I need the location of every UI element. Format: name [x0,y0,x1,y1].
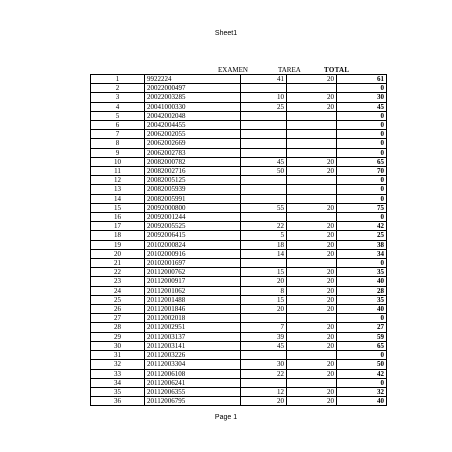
student-id-cell: 20082005125 [145,176,241,185]
examen-cell: 18 [241,240,287,249]
total-cell: 59 [337,332,387,341]
total-cell: 0 [337,185,387,194]
table-row [91,75,387,84]
row-number-cell: 3 [91,93,145,102]
total-cell: 34 [337,249,387,258]
tarea-cell [287,259,337,268]
table-row [91,102,387,111]
row-number-cell: 11 [91,167,145,176]
total-cell: 30 [337,93,387,102]
student-id-cell: 20092006415 [145,231,241,240]
examen-cell [241,139,287,148]
student-id-cell: 20092001244 [145,213,241,222]
examen-cell [241,176,287,185]
tarea-cell [287,314,337,323]
examen-cell: 41 [241,75,287,84]
tarea-cell: 20 [287,305,337,314]
header-total: TOTAL [324,66,350,74]
table-row [91,231,387,240]
examen-cell: 30 [241,360,287,369]
examen-cell: 20 [241,397,287,406]
total-cell: 0 [337,84,387,93]
tarea-cell: 20 [287,369,337,378]
table-row [91,121,387,130]
student-id-cell: 20041000330 [145,102,241,111]
examen-cell: 7 [241,323,287,332]
examen-cell [241,378,287,387]
examen-cell: 45 [241,157,287,166]
table-row [91,203,387,212]
header-tarea: TAREA [278,66,301,74]
table-row [91,387,387,396]
student-id-cell: 20112001488 [145,295,241,304]
examen-cell: 22 [241,222,287,231]
examen-cell [241,185,287,194]
examen-cell: 20 [241,277,287,286]
student-id-cell: 20112000917 [145,277,241,286]
row-number-cell: 26 [91,305,145,314]
examen-cell: 10 [241,93,287,102]
table-row [91,369,387,378]
total-cell: 0 [337,213,387,222]
student-id-cell: 20082005939 [145,185,241,194]
total-cell: 0 [337,259,387,268]
total-cell: 65 [337,341,387,350]
total-cell: 27 [337,323,387,332]
tarea-cell [287,84,337,93]
student-id-cell: 20112002951 [145,323,241,332]
examen-cell [241,194,287,203]
table-row [91,268,387,277]
total-cell: 42 [337,222,387,231]
student-id-cell: 20022003285 [145,93,241,102]
tarea-cell: 20 [287,102,337,111]
tarea-cell: 20 [287,157,337,166]
examen-cell [241,148,287,157]
tarea-cell [287,378,337,387]
student-id-cell: 20112001062 [145,286,241,295]
examen-cell: 5 [241,231,287,240]
row-number-cell: 8 [91,139,145,148]
total-cell: 0 [337,121,387,130]
total-cell: 40 [337,305,387,314]
table-row [91,139,387,148]
row-number-cell: 14 [91,194,145,203]
student-id-cell: 20112006355 [145,387,241,396]
examen-cell: 45 [241,341,287,350]
table-row [91,249,387,258]
student-id-cell: 20112003304 [145,360,241,369]
total-cell: 0 [337,194,387,203]
student-id-cell: 20112006241 [145,378,241,387]
row-number-cell: 18 [91,231,145,240]
table-row [91,185,387,194]
examen-cell: 15 [241,268,287,277]
examen-cell [241,121,287,130]
tarea-cell [287,139,337,148]
row-number-cell: 2 [91,84,145,93]
table-row [91,314,387,323]
total-cell: 75 [337,203,387,212]
table-row [91,176,387,185]
student-id-cell: 20112003226 [145,351,241,360]
student-id-cell: 20022000497 [145,84,241,93]
examen-cell: 55 [241,203,287,212]
row-number-cell: 35 [91,387,145,396]
student-id-cell: 20042004455 [145,121,241,130]
row-number-cell: 24 [91,286,145,295]
table-row [91,277,387,286]
total-cell: 0 [337,139,387,148]
table-row [91,397,387,406]
row-number-cell: 6 [91,121,145,130]
student-id-cell: 20062002669 [145,139,241,148]
total-cell: 40 [337,397,387,406]
row-number-cell: 34 [91,378,145,387]
row-number-cell: 9 [91,148,145,157]
row-number-cell: 20 [91,249,145,258]
table-row [91,259,387,268]
table-row [91,323,387,332]
page-footer: Page 1 [214,414,238,421]
row-number-cell: 31 [91,351,145,360]
tarea-cell: 20 [287,93,337,102]
tarea-cell [287,148,337,157]
examen-cell [241,259,287,268]
examen-cell: 22 [241,369,287,378]
tarea-cell [287,130,337,139]
student-id-cell: 20082002716 [145,167,241,176]
table-row [91,148,387,157]
student-id-cell: 20112000762 [145,268,241,277]
total-cell: 0 [337,378,387,387]
row-number-cell: 10 [91,157,145,166]
table-row [91,351,387,360]
tarea-cell: 20 [287,167,337,176]
total-cell: 50 [337,360,387,369]
student-id-cell: 20042002048 [145,111,241,120]
student-id-cell: 20082000782 [145,157,241,166]
tarea-cell: 20 [287,397,337,406]
total-cell: 0 [337,111,387,120]
table-row [91,130,387,139]
table-row [91,286,387,295]
row-number-cell: 27 [91,314,145,323]
student-id-cell: 20112002018 [145,314,241,323]
tarea-cell: 20 [287,231,337,240]
total-cell: 0 [337,314,387,323]
total-cell: 0 [337,351,387,360]
row-number-cell: 36 [91,397,145,406]
row-number-cell: 25 [91,295,145,304]
table-row [91,157,387,166]
tarea-cell: 20 [287,268,337,277]
tarea-cell: 20 [287,249,337,258]
examen-cell: 8 [241,286,287,295]
examen-cell [241,213,287,222]
tarea-cell: 20 [287,332,337,341]
row-number-cell: 29 [91,332,145,341]
total-cell: 28 [337,286,387,295]
row-number-cell: 33 [91,369,145,378]
table-row [91,84,387,93]
header-examen: EXAMEN [218,66,248,74]
tarea-cell [287,213,337,222]
total-cell: 25 [337,231,387,240]
table-row [91,213,387,222]
examen-cell: 14 [241,249,287,258]
row-number-cell: 1 [91,75,145,84]
row-number-cell: 5 [91,111,145,120]
student-id-cell: 20062002055 [145,130,241,139]
tarea-cell: 20 [287,203,337,212]
student-id-cell: 20112006795 [145,397,241,406]
student-id-cell: 9922224 [145,75,241,84]
examen-cell: 39 [241,332,287,341]
table-row [91,332,387,341]
row-number-cell: 16 [91,213,145,222]
examen-cell [241,351,287,360]
student-id-cell: 20112001846 [145,305,241,314]
table-row [91,167,387,176]
examen-cell: 25 [241,102,287,111]
table-row [91,240,387,249]
table-row [91,194,387,203]
total-cell: 61 [337,75,387,84]
examen-cell [241,314,287,323]
row-number-cell: 28 [91,323,145,332]
sheet-title: Sheet1 [214,30,238,37]
row-number-cell: 30 [91,341,145,350]
tarea-cell: 20 [287,75,337,84]
student-id-cell: 20112006108 [145,369,241,378]
student-id-cell: 20062002783 [145,148,241,157]
row-number-cell: 17 [91,222,145,231]
table-row [91,222,387,231]
total-cell: 45 [337,102,387,111]
total-cell: 32 [337,387,387,396]
tarea-cell [287,121,337,130]
examen-cell: 50 [241,167,287,176]
row-number-cell: 32 [91,360,145,369]
student-id-cell: 20102000916 [145,249,241,258]
tarea-cell: 20 [287,277,337,286]
total-cell: 35 [337,295,387,304]
tarea-cell: 20 [287,360,337,369]
examen-cell [241,130,287,139]
examen-cell: 15 [241,295,287,304]
examen-cell [241,84,287,93]
row-number-cell: 15 [91,203,145,212]
row-number-cell: 19 [91,240,145,249]
total-cell: 0 [337,130,387,139]
tarea-cell: 20 [287,222,337,231]
table-row [91,111,387,120]
total-cell: 70 [337,167,387,176]
total-cell: 40 [337,277,387,286]
examen-cell: 20 [241,305,287,314]
student-id-cell: 20102000824 [145,240,241,249]
tarea-cell [287,185,337,194]
examen-cell [241,111,287,120]
tarea-cell [287,351,337,360]
student-id-cell: 20092000800 [145,203,241,212]
row-number-cell: 23 [91,277,145,286]
student-id-cell: 20082005991 [145,194,241,203]
row-number-cell: 4 [91,102,145,111]
total-cell: 0 [337,176,387,185]
tarea-cell [287,111,337,120]
tarea-cell [287,176,337,185]
total-cell: 42 [337,369,387,378]
grades-table-body [91,75,387,406]
row-number-cell: 7 [91,130,145,139]
table-row [91,341,387,350]
row-number-cell: 21 [91,259,145,268]
tarea-cell: 20 [287,341,337,350]
tarea-cell: 20 [287,286,337,295]
total-cell: 65 [337,157,387,166]
row-number-cell: 12 [91,176,145,185]
total-cell: 38 [337,240,387,249]
student-id-cell: 20112003141 [145,341,241,350]
tarea-cell: 20 [287,295,337,304]
table-row [91,360,387,369]
table-row [91,305,387,314]
row-number-cell: 13 [91,185,145,194]
student-id-cell: 20112003137 [145,332,241,341]
column-headers [90,66,362,74]
total-cell: 0 [337,148,387,157]
student-id-cell: 20092005525 [145,222,241,231]
tarea-cell: 20 [287,323,337,332]
student-id-cell: 20102001697 [145,259,241,268]
examen-cell: 12 [241,387,287,396]
tarea-cell: 20 [287,387,337,396]
tarea-cell [287,194,337,203]
table-row [91,378,387,387]
table-row [91,93,387,102]
grades-table [90,74,387,406]
total-cell: 35 [337,268,387,277]
row-number-cell: 22 [91,268,145,277]
tarea-cell: 20 [287,240,337,249]
table-row [91,295,387,304]
